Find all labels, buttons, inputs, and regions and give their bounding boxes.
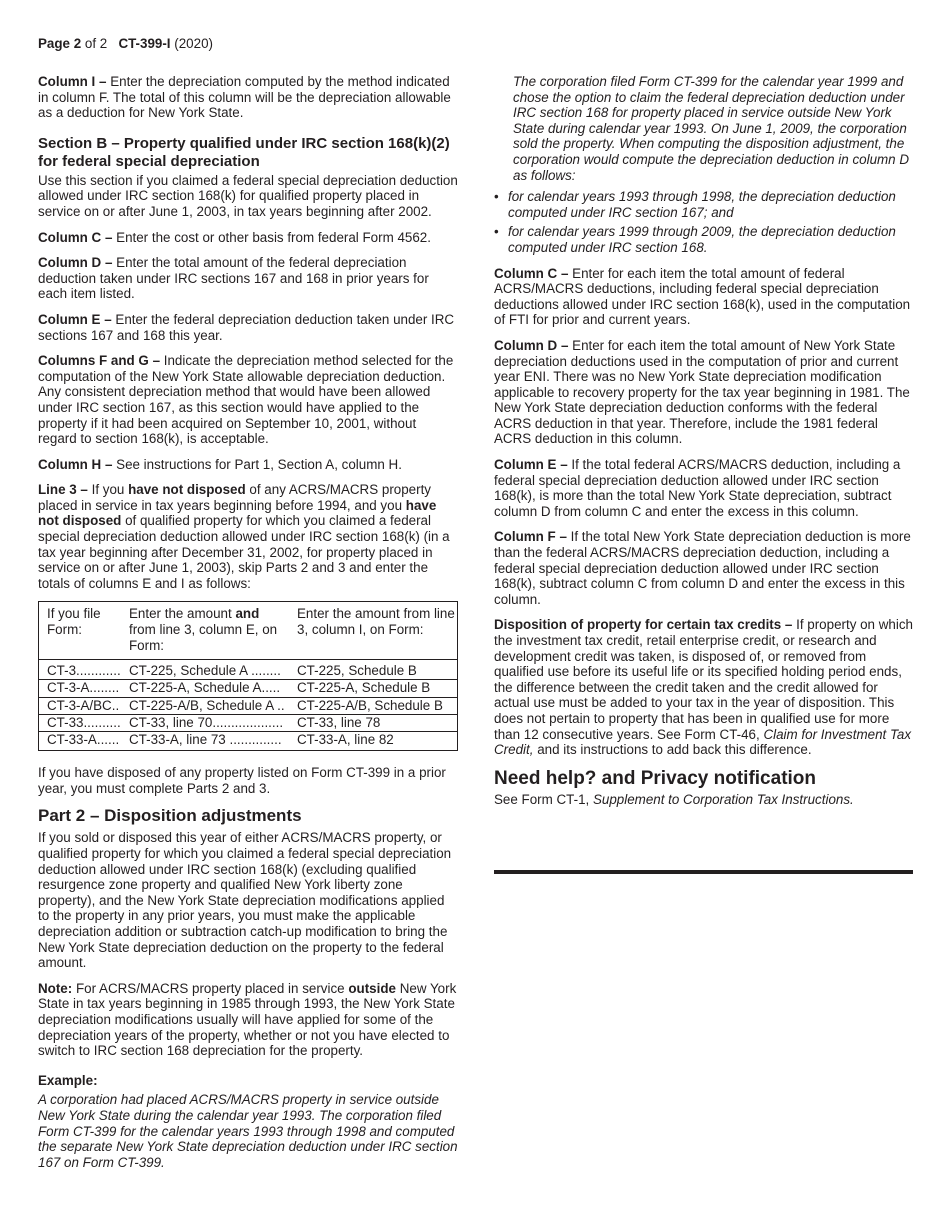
left-column-e-label: Column E –: [38, 311, 112, 327]
form-id: CT-399-I: [118, 36, 171, 51]
column-i-paragraph: [38, 74, 458, 121]
list-item: • for calendar years 1999 through 2009, the depreciation deduction computed under IRC section 168.: [494, 224, 916, 255]
table-header-column-e-post: from line 3, column E, on Form:: [129, 622, 278, 653]
left-column-d-text: Enter the total amount of the federal depreciation deduction taken under IRC sections 167 and 168 in prior years for each item listed.: [38, 255, 429, 302]
part-2-text: If you sold or disposed this year of either ACRS/MACRS property, or qualified property for which you claimed a federal special depreciation deduction allowed under IRC section 168(k) (excluding qualified resurgence zone property and qualified New York liberty zone property), and the New York State depreciation modifications applied to the property in any prior years, you must make the applicable depreciation addition or subtraction catch-up modification to bring the New York State depreciation deduction on the property to the federal amount.: [38, 830, 452, 971]
left-column-e-text: Enter the federal depreciation deduction taken under IRC sections 167 and 168 this year.: [38, 311, 455, 343]
line-3-paragraph: [38, 482, 458, 591]
left-column-c-paragraph: [38, 230, 458, 246]
form-reference-table: [38, 601, 458, 751]
right-column-d-text: Enter for each item the total amount of New York State depreciation deductions used in the computation of prior and current year ENI. There was no New York State depreciation modification applicable to recovery property for the tax year beginning in 1981. The New York State depreciation deduction conforms with the federal ACRS deduction in that year. Therefore, include the 1981 federal ACRS deduction in this column.: [494, 337, 910, 447]
table-row: [39, 680, 458, 697]
table-cell-form: CT-3-A/BC..: [39, 697, 122, 714]
column-h-paragraph: [38, 457, 458, 473]
table-cell-column-i: CT-33, line 78: [289, 714, 458, 731]
table-header-form: If you file Form:: [47, 606, 101, 638]
note-text-2: New York State in tax years beginning in 1985 through 1993, the New York State depreciation modifications usually will have applied for some of the depreciation years of the property, whether or not you have elected to switch to IRC section 168 depreciation for the property.: [38, 980, 457, 1059]
line-3-text-2: of any ACRS/MACRS property placed in service in tax years beginning before 1994, and you: [38, 482, 431, 513]
table-cell-column-i: CT-33-A, line 82: [289, 732, 458, 751]
note-bold: outside: [348, 980, 396, 996]
right-column-c-paragraph: [494, 266, 916, 328]
help-italic: Supplement to Corporation Tax Instructions.: [592, 791, 854, 807]
example-bullet-list: [494, 189, 916, 255]
disposition-text-1: If property on which the investment tax credit, retail enterprise credit, or research and development credit was taken, is disposed of, or removed from qualified use before its useful life or its specified holding period ends, the difference between the credit taken and the credit allowed for actual use must be added to your tax in the year of disposition. This does not pertain to property that has been in qualified use for more than 12 consecutive years. See Form CT-46,: [494, 617, 913, 742]
column-i-label: Column I –: [38, 74, 107, 89]
right-column-e-paragraph: [494, 457, 916, 519]
line-3-label: Line 3 –: [38, 482, 88, 498]
table-cell-column-i: CT-225, Schedule B: [297, 663, 417, 679]
table-row: [39, 732, 458, 751]
table-cell-form: CT-33-A......: [39, 732, 122, 751]
note-label: Note:: [38, 980, 73, 996]
left-column-c-label: Column C –: [38, 229, 113, 245]
disposed-note: If you have disposed of any property listed on Form CT-399 in a prior year, you must complete Parts 2 and 3.: [38, 765, 446, 796]
section-b-intro: Use this section if you claimed a federal special depreciation deduction allowed under IRC section 168(k) for qualified property placed in service on or after June 1, 2003, in tax years beginning after 2002.: [38, 172, 458, 219]
table-header-column-e-pre: Enter the amount: [129, 606, 232, 622]
section-b-heading: Section B – Property qualified under IRC section 168(k)(2) for federal special depreciation: [38, 134, 450, 170]
column-h-text: See instructions for Part 1, Section A, column H.: [116, 456, 402, 472]
disposition-text-2: and its instructions to add back this difference.: [537, 742, 812, 758]
line-3-bold-2: have not disposed: [38, 497, 437, 529]
table-cell-column-e: CT-225-A/B, Schedule A ..: [121, 697, 289, 714]
example-label: Example:: [38, 1072, 98, 1088]
page-of: of 2: [84, 36, 108, 51]
left-column-c-text: Enter the cost or other basis from federal Form 4562.: [116, 229, 431, 245]
right-column-f-text: If the total New York State depreciation deduction is more than the federal ACRS/MACRS depreciation deduction, including a federal special depreciation deduction allowed under IRC section 168(k), subtract column C from column D and enter the excess in this column.: [494, 529, 911, 607]
table-cell-column-e: CT-225, Schedule A ........: [129, 663, 281, 679]
left-column: [38, 74, 458, 1180]
table-header-column-i: Enter the amount from line 3, column I, on Form:: [297, 606, 455, 638]
list-item: • for calendar years 1993 through 1998, the depreciation deduction computed under IRC section 167; and: [494, 189, 916, 220]
left-column-d-label: Column D –: [38, 255, 113, 271]
left-column-e-paragraph: [38, 312, 458, 343]
note-paragraph: [38, 981, 458, 1059]
column-i-text: Enter the depreciation computed by the method indicated in column F. The total of this column will be the depreciation allowable as a deduction for New York State.: [38, 74, 451, 121]
table-row: [39, 714, 458, 731]
disposition-paragraph: [494, 617, 916, 757]
columns-f-g-label: Columns F and G –: [38, 353, 161, 369]
line-3-bold-1: have not disposed: [128, 482, 246, 498]
right-column-c-label: Column C –: [494, 265, 569, 281]
right-column-d-label: Column D –: [494, 337, 569, 353]
table-row: [39, 660, 458, 680]
columns-f-g-paragraph: [38, 353, 458, 447]
table-cell-column-i: CT-225-A, Schedule B: [289, 680, 458, 697]
right-column-e-label: Column E –: [494, 457, 568, 473]
right-column-d-paragraph: [494, 338, 916, 447]
form-year: (2020): [174, 36, 213, 51]
line-3-text-3: of qualified property for which you claimed a federal special depreciation deduction allowed under IRC section 168(k) (in a tax year beginning after December 31, 2002, for property placed in service on or after June 1, 2003), skip Parts 2 and 3 and enter the totals of columns E and I as follows:: [38, 513, 450, 591]
line-3-text-1: If you: [91, 482, 125, 498]
table-header-column-e: [121, 602, 289, 660]
disposition-label: Disposition of property for certain tax credits –: [494, 617, 793, 633]
note-text-1: For ACRS/MACRS property placed in service: [75, 980, 345, 996]
column-h-label: Column H –: [38, 456, 113, 472]
page-header: [38, 36, 213, 52]
disposition-italic: Claim for Investment Tax Credit,: [494, 726, 912, 758]
example-text: A corporation had placed ACRS/MACRS property in service outside New York State during the calendar year 1993. The corporation filed Form CT-399 for the calendar years 1993 through 1998 and computed the separate New York State depreciation deduction under IRC section 167 on Form CT-399.: [38, 1092, 458, 1170]
table-cell-form: CT-3............: [47, 663, 121, 679]
table-cell-form: CT-33..........: [39, 714, 122, 731]
table-cell-form: CT-3-A........: [39, 680, 122, 697]
right-column-e-text: If the total federal ACRS/MACRS deduction, including a federal special depreciation deduction allowed under IRC section 168(k), is more than the total New York State depreciation, subtract column D from column C and enter the excess in this column.: [494, 457, 901, 519]
help-heading: Need help? and Privacy notification: [494, 767, 817, 789]
columns-f-g-text: Indicate the depreciation method selected for the computation of the New York State allowable depreciation deduction. Any consistent depreciation method that would have been allowed under IRC section 167, as this section would have applied to the property if it had been acquired on September 10, 2001, without regard to section 168(k), is acceptable.: [38, 353, 454, 447]
table-cell-column-e: CT-33-A, line 73 ..............: [121, 732, 289, 751]
part-2-heading: Part 2 – Disposition adjustments: [38, 806, 302, 826]
table-cell-column-i: CT-225-A/B, Schedule B: [289, 697, 458, 714]
help-text: [494, 792, 916, 808]
section-divider: [494, 870, 913, 874]
help-text-1: See Form CT-1,: [494, 791, 590, 807]
right-column-f-label: Column F –: [494, 529, 567, 545]
table-cell-column-e: CT-225-A, Schedule A.....: [121, 680, 289, 697]
table-header-column-e-bold: and: [235, 606, 260, 622]
example-continued: The corporation filed Form CT-399 for the calendar year 1999 and chose the option to claim the federal depreciation deduction under IRC section 168 for property placed in service outside New York State during calendar year 1993. On June 1, 2009, the corporation sold the property. When computing the disposition adjustment, the corporation would compute the depreciation deduction in column D as follows:: [513, 74, 910, 183]
table-cell-column-e: CT-33, line 70...................: [121, 714, 289, 731]
page-label: Page 2: [38, 36, 82, 51]
right-column-c-text: Enter for each item the total amount of federal ACRS/MACRS deductions, including federal special depreciation deductions allowed under IRC section 168(k), used in the computation of FTI for prior and current years.: [494, 265, 911, 328]
right-column: [494, 74, 916, 817]
right-column-f-paragraph: [494, 529, 916, 607]
left-column-d-paragraph: [38, 255, 458, 302]
table-row: [39, 697, 458, 714]
